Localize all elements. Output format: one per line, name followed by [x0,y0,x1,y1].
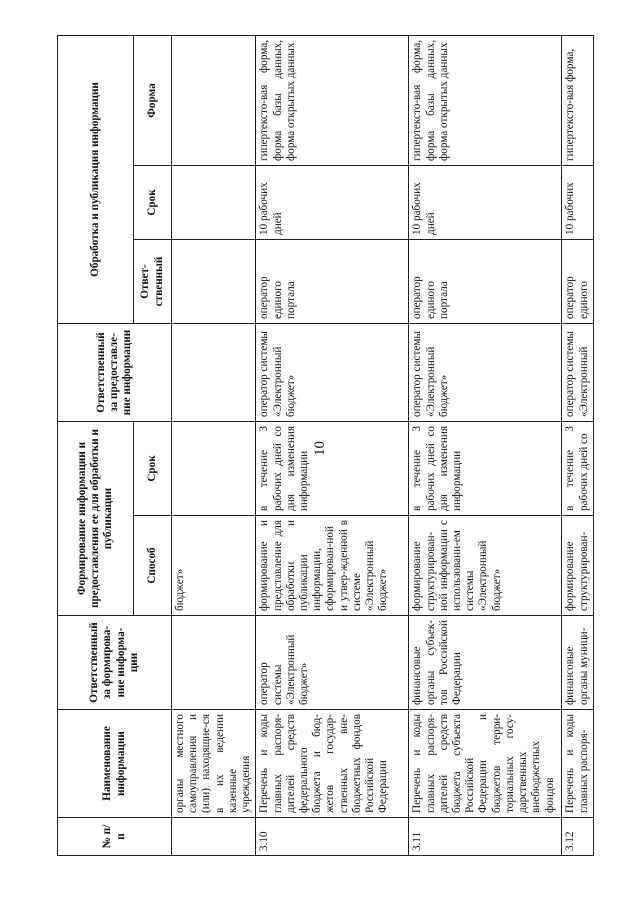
table-row [172,35,256,855]
cell-method: бюджет» [172,516,256,616]
header-proc-term: Срок [134,165,172,239]
rotated-table-container [57,36,590,856]
cell-method: формирование и представление для обработки и публикации информации, сформирован-ной и утвер-жденной в системе «Электронный бюджет» [256,516,409,616]
cell-resp-form: финансовые органы муници- [562,616,594,710]
header-method: Способ [134,516,172,616]
cell-term: в течение 3 рабочих дней со [562,421,594,515]
cell-resp-form: оператор системы «Электронный бюджет» [256,616,409,710]
cell-name: органы местного самоуправления и (или) находящие-ся в их ведении казенные учреждения [172,710,256,818]
header-term: Срок [134,421,172,515]
header-name: Наименование информации [58,710,172,818]
cell-resp-provide: оператор системы «Электронный бюджет» [256,323,409,421]
table-row [409,35,562,855]
header-resp-provide: Ответственный за предоставле-ние информации [58,323,172,421]
cell-term [172,421,256,515]
cell-num: 3.12 [562,818,594,856]
cell-proc-form: гипертексто-вая форма, форма базы данных, форма открытых данных [409,35,562,165]
cell-num [172,818,256,856]
cell-proc-form: гипертексто-вая форма, [562,35,594,165]
header-resp-form: Ответственный за формирова-ние информа-ции [58,616,172,710]
cell-resp-provide [172,323,256,421]
cell-term: в течение 3 рабочих дней со дня изменения информации [409,421,562,515]
cell-proc-form: гипертексто-вая форма, форма базы данных, форма открытых данных [256,35,409,165]
header-num: № п/п [58,818,172,856]
cell-proc-term: 10 рабочих дней [409,165,562,239]
cell-proc-term [172,165,256,239]
cell-term: в течение 3 рабочих дней со дня изменения информации [256,421,409,515]
header-proc-form: Форма [134,35,172,165]
cell-proc-term: 10 рабочих дней [256,165,409,239]
cell-method: формирование структурирован- [562,516,594,616]
cell-proc-resp: оператор единого портала [256,239,409,323]
cell-proc-resp: оператор единого портала [409,239,562,323]
cell-proc-resp [172,239,256,323]
header-group-form: Формирование информации и предоставления ее для обработки и публикации [58,421,134,615]
information-table [57,35,594,856]
cell-name: Перечень и коды главных распоря-дителей средств бюджета субъекта Российской Федерации и бюджетов терри-ториальных госу-дарственных внебюджетных фондов [409,710,562,818]
cell-resp-form: финансовые органы субъек-тов Российской Федерации [409,616,562,710]
header-proc-resp: Ответ-ственный [134,239,172,323]
cell-num: 3.11 [409,818,562,856]
table-row [562,35,594,855]
cell-proc-resp: оператор единого [562,239,594,323]
cell-resp-form [172,616,256,710]
header-group-proc: Обработка и публикация информации [58,35,134,323]
cell-method: формирование структурирован-ной информации с использовани-ем системы «Электронный бюджет» [409,516,562,616]
cell-resp-provide: оператор системы «Электронный бюджет» [409,323,562,421]
table-row [256,35,409,855]
page-number: 10 [311,441,328,456]
cell-num: 3.10 [256,818,409,856]
cell-resp-provide: оператор системы «Электронный [562,323,594,421]
cell-proc-form [172,35,256,165]
cell-name: Перечень и коды главных распоря-дителей средств федерального бюджета и бюд-жетов государ-ственных вне-бюджетных фондов Российской Федерации [256,710,409,818]
cell-name: Перечень и коды главных распоря- [562,710,594,818]
cell-proc-term: 10 рабочих [562,165,594,239]
